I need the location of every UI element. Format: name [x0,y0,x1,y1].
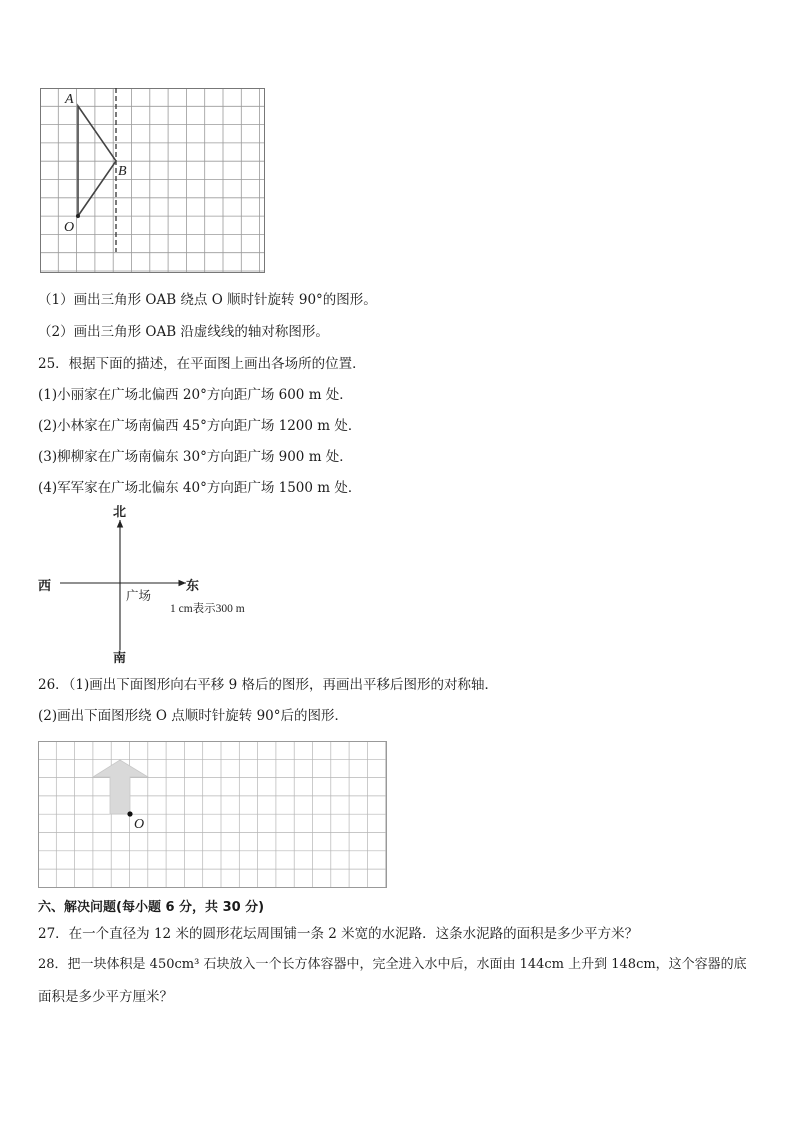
south-label: 南 [113,650,127,665]
q25-item-3: (3)柳柳家在广场南偏东 30°方向距广场 900 m 处． [38,449,353,465]
q28-line2: 面积是多少平方厘米？ [38,989,173,1005]
q25-stem: 25．根据下面的描述，在平面图上画出各场所的位置． [38,356,366,372]
q27-text: 27．在一个直径为 12 米的圆形花坛周围铺一条 2 米宽的水泥路．这条水泥路的面积是多少平方米？ [38,926,639,942]
grid-lines [40,88,265,273]
label-a: A [65,92,74,107]
q24-part1: （1）画出三角形 OAB 绕点 O 顺时针旋转 90°的图形。 [38,292,377,308]
q26-part2: (2)画出下面图形绕 O 点顺时针旋转 90°后的图形． [38,708,348,724]
label-o: O [134,817,145,832]
point-o-dot [76,214,80,218]
north-label: 北 [113,504,127,519]
arrow-shape [93,760,148,814]
q25-item-4: (4)军军家在广场北偏东 40°方向距广场 1500 m 处． [38,480,362,496]
center-label: 广场 [126,589,152,603]
triangle-grid-figure [40,88,266,274]
section-6-title: 六、解决问题(每小题 6 分，共 30 分) [38,900,265,915]
east-label: 东 [186,578,200,593]
q24-part2: （2）画出三角形 OAB 沿虚线线的轴对称图形。 [38,324,329,340]
grid-lines [38,741,387,888]
label-b: B [118,164,127,179]
point-o-dot [127,811,132,816]
scale-label: 1 cm表示300 m [170,603,245,615]
label-o: O [64,220,75,235]
q25-item-1: (1)小丽家在广场北偏西 20°方向距广场 600 m 处． [38,387,353,403]
arrow-grid-figure [38,741,388,889]
q26-part1: 26．（1)画出下面图形向右平移 9 格后的图形，再画出平移后图形的对称轴． [38,677,498,693]
q25-item-2: (2)小林家在广场南偏西 45°方向距广场 1200 m 处． [38,418,362,434]
grid-border [41,89,265,273]
compass-diagram [30,500,290,670]
q28-line1: 28．把一块体积是 450cm³ 石块放入一个长方体容器中，完全进入水中后，水面由 144cm 上升到 148cm，这个容器的底 [38,957,747,972]
west-label: 西 [38,578,52,593]
